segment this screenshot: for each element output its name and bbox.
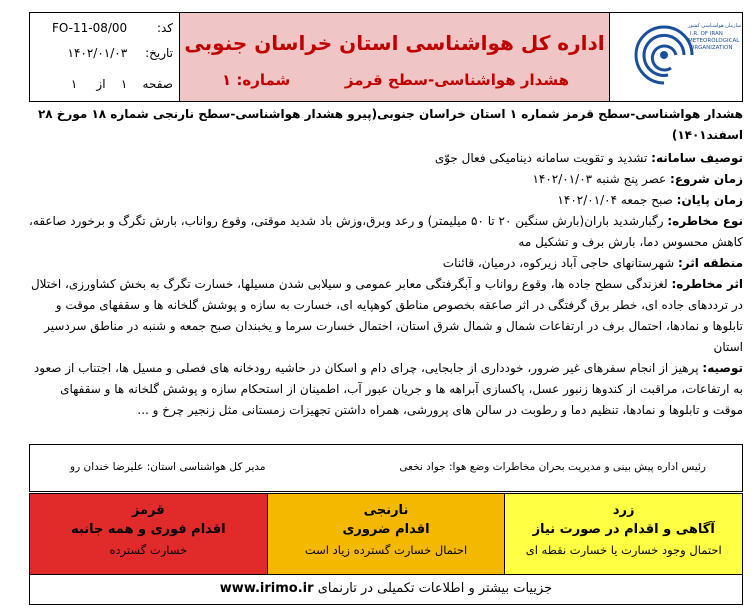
impact-label: اثر مخاطره: — [671, 277, 743, 291]
page-title: اداره کل هواشناسی استان خراسان جنوبی — [184, 31, 605, 55]
logo-line1: سازمان هواشناسی کشور — [688, 23, 742, 29]
level-desc: احتمال وجود خسارت یا خسارت نقطه ای — [525, 543, 722, 557]
end-row — [29, 190, 743, 211]
document-meta — [30, 13, 180, 101]
page-of: از — [96, 77, 106, 91]
system-text: تشدید و تقویت سامانه دینامیکی فعال جوّی — [434, 151, 648, 165]
code-value: FO-11-08/00 — [51, 21, 128, 35]
page-label: صفحه — [142, 77, 173, 91]
end-text: صبح جمعه ۱۴۰۲/۰۱/۰۴ — [557, 193, 673, 207]
date-row — [68, 46, 173, 60]
level-name: قرمز — [131, 503, 165, 518]
warning-body — [29, 104, 743, 434]
end-label: زمان پایان: — [676, 193, 743, 207]
page-current: ۱ — [120, 77, 128, 91]
page-total: ۱ — [70, 77, 78, 91]
date-label: تاریخ: — [145, 46, 173, 60]
code-row — [52, 21, 173, 35]
start-text: عصر پنج شنبه ۱۴۰۲/۰۱/۰۳ — [532, 172, 667, 186]
advice-row — [29, 358, 743, 421]
irimo-logo-icon — [610, 13, 744, 101]
signatures — [29, 444, 743, 492]
level-name: نارنجی — [363, 503, 409, 518]
warning-headline: هشدار هواشناسی-سطح قرمز شماره ۱ استان خراسان جنوبی(پیرو هشدار هواشناسی-سطح نارنجی شماره ۱۸ مورخ ۲۸ اسفند۱۴۰۱) — [37, 107, 743, 142]
advice-text: پرهیز از انجام سفرهای غیر ضرور، خودداری از جابجایی، چرای دام و اسکان در حاشیه رودخانه های فصلی و مسیل ها، اجتناب از صعود به ارتفاعات، مراقبت از کندوها زنبور عسل، پاکسازی آبراهه ها و جریان عبور آب، اطمینان از استحکام سازه و پوشش گلخانه ها و سقفهای موقت و تابلوها و نمادها، تنظیم دما و رطوبت در سالن های پرورشی، همراه داشتن تجهیزات زمستانی مثل زنجیر چرخ و ... — [33, 361, 743, 417]
level-yellow — [505, 494, 742, 574]
director-signature: مدیر کل هواشناسی استان: علیرضا خندان رو — [70, 461, 266, 473]
header-title-block — [180, 13, 610, 101]
page-row — [71, 77, 173, 91]
header — [29, 12, 743, 102]
level-red — [30, 494, 268, 574]
level-orange — [268, 494, 506, 574]
start-row — [29, 169, 743, 190]
hazard-label: نوع مخاطره: — [667, 214, 743, 228]
level-desc: احتمال خسارت گسترده زیاد است — [304, 543, 468, 557]
footer-text: جزییات بیشتر و اطلاعات تکمیلی در تارنمای — [317, 581, 553, 596]
level-action: اقدام ضروری — [342, 522, 430, 537]
date-value: ۱۴۰۲/۰۱/۰۳ — [67, 46, 128, 60]
hazard-row — [29, 211, 743, 253]
head-forecast-signature: رئیس اداره پیش بینی و مدیریت بحران مخاطرات وضع هوا: جواد نخعی — [399, 461, 706, 473]
impact-text: لغزندگی سطح جاده ها، وقوع رواناب و آبگرفتگی معابر عمومی و سیلابی شدن مسیلها، خسارت تگرگ به بخش کشاورزی، اختلال در ترددهای جاده ای، خطر برق گرفتگی در اثر صاعقه بخصوص مناطق کوهپایه ای، خسارت به سازه و پوشش گلخانه ها و سقفهای موقت و تابلوها و نمادها، احتمال برف در ارتفاعات شمال و شمال شرق استان، احتمال خسارت سرما و یخبندان صبح جمعه و شنبه در مناطق سردسیر استان — [30, 277, 743, 354]
level-desc: خسارت گسترده — [109, 543, 188, 557]
warning-levels-legend — [29, 493, 743, 575]
footer-url-link[interactable]: www.irimo.ir — [219, 581, 314, 596]
logo-line3: METEOROLOGICAL — [688, 38, 740, 44]
code-label: کد: — [156, 21, 173, 35]
level-action: آگاهی و اقدام در صورت نیاز — [532, 522, 715, 537]
region-row — [29, 253, 743, 274]
region-label: منطقه اثر: — [678, 256, 743, 270]
warning-number: شماره: ۱ — [222, 71, 291, 89]
footer — [29, 575, 743, 605]
system-row — [29, 148, 743, 169]
logo-line4: ORGANIZATION — [690, 45, 733, 51]
level-action: اقدام فوری و همه جانبه — [71, 522, 226, 537]
impact-row — [29, 274, 743, 358]
level-name: زرد — [612, 503, 635, 518]
system-label: توصیف سامانه: — [651, 151, 743, 165]
start-label: زمان شروع: — [670, 172, 743, 186]
region-text: شهرستانهای حاجی آباد زیرکوه، درمیان، قائنات — [442, 256, 675, 270]
logo-line2: I.R. OF IRAN — [690, 31, 723, 37]
organization-logo — [610, 13, 744, 101]
warning-type: هشدار هواشناسی-سطح قرمز — [344, 71, 569, 89]
advice-label: توصیه: — [702, 361, 743, 375]
hazard-text: رگبارشدید باران(بارش سنگین ۲۰ تا ۵۰ میلیمتر) و رعد وبرق،وزش باد شدید موقتی، وقوع رواناب، بارش تگرگ و برخورد صاعقه، کاهش محسوس دما، بارش برف و تشکیل مه — [29, 214, 743, 249]
